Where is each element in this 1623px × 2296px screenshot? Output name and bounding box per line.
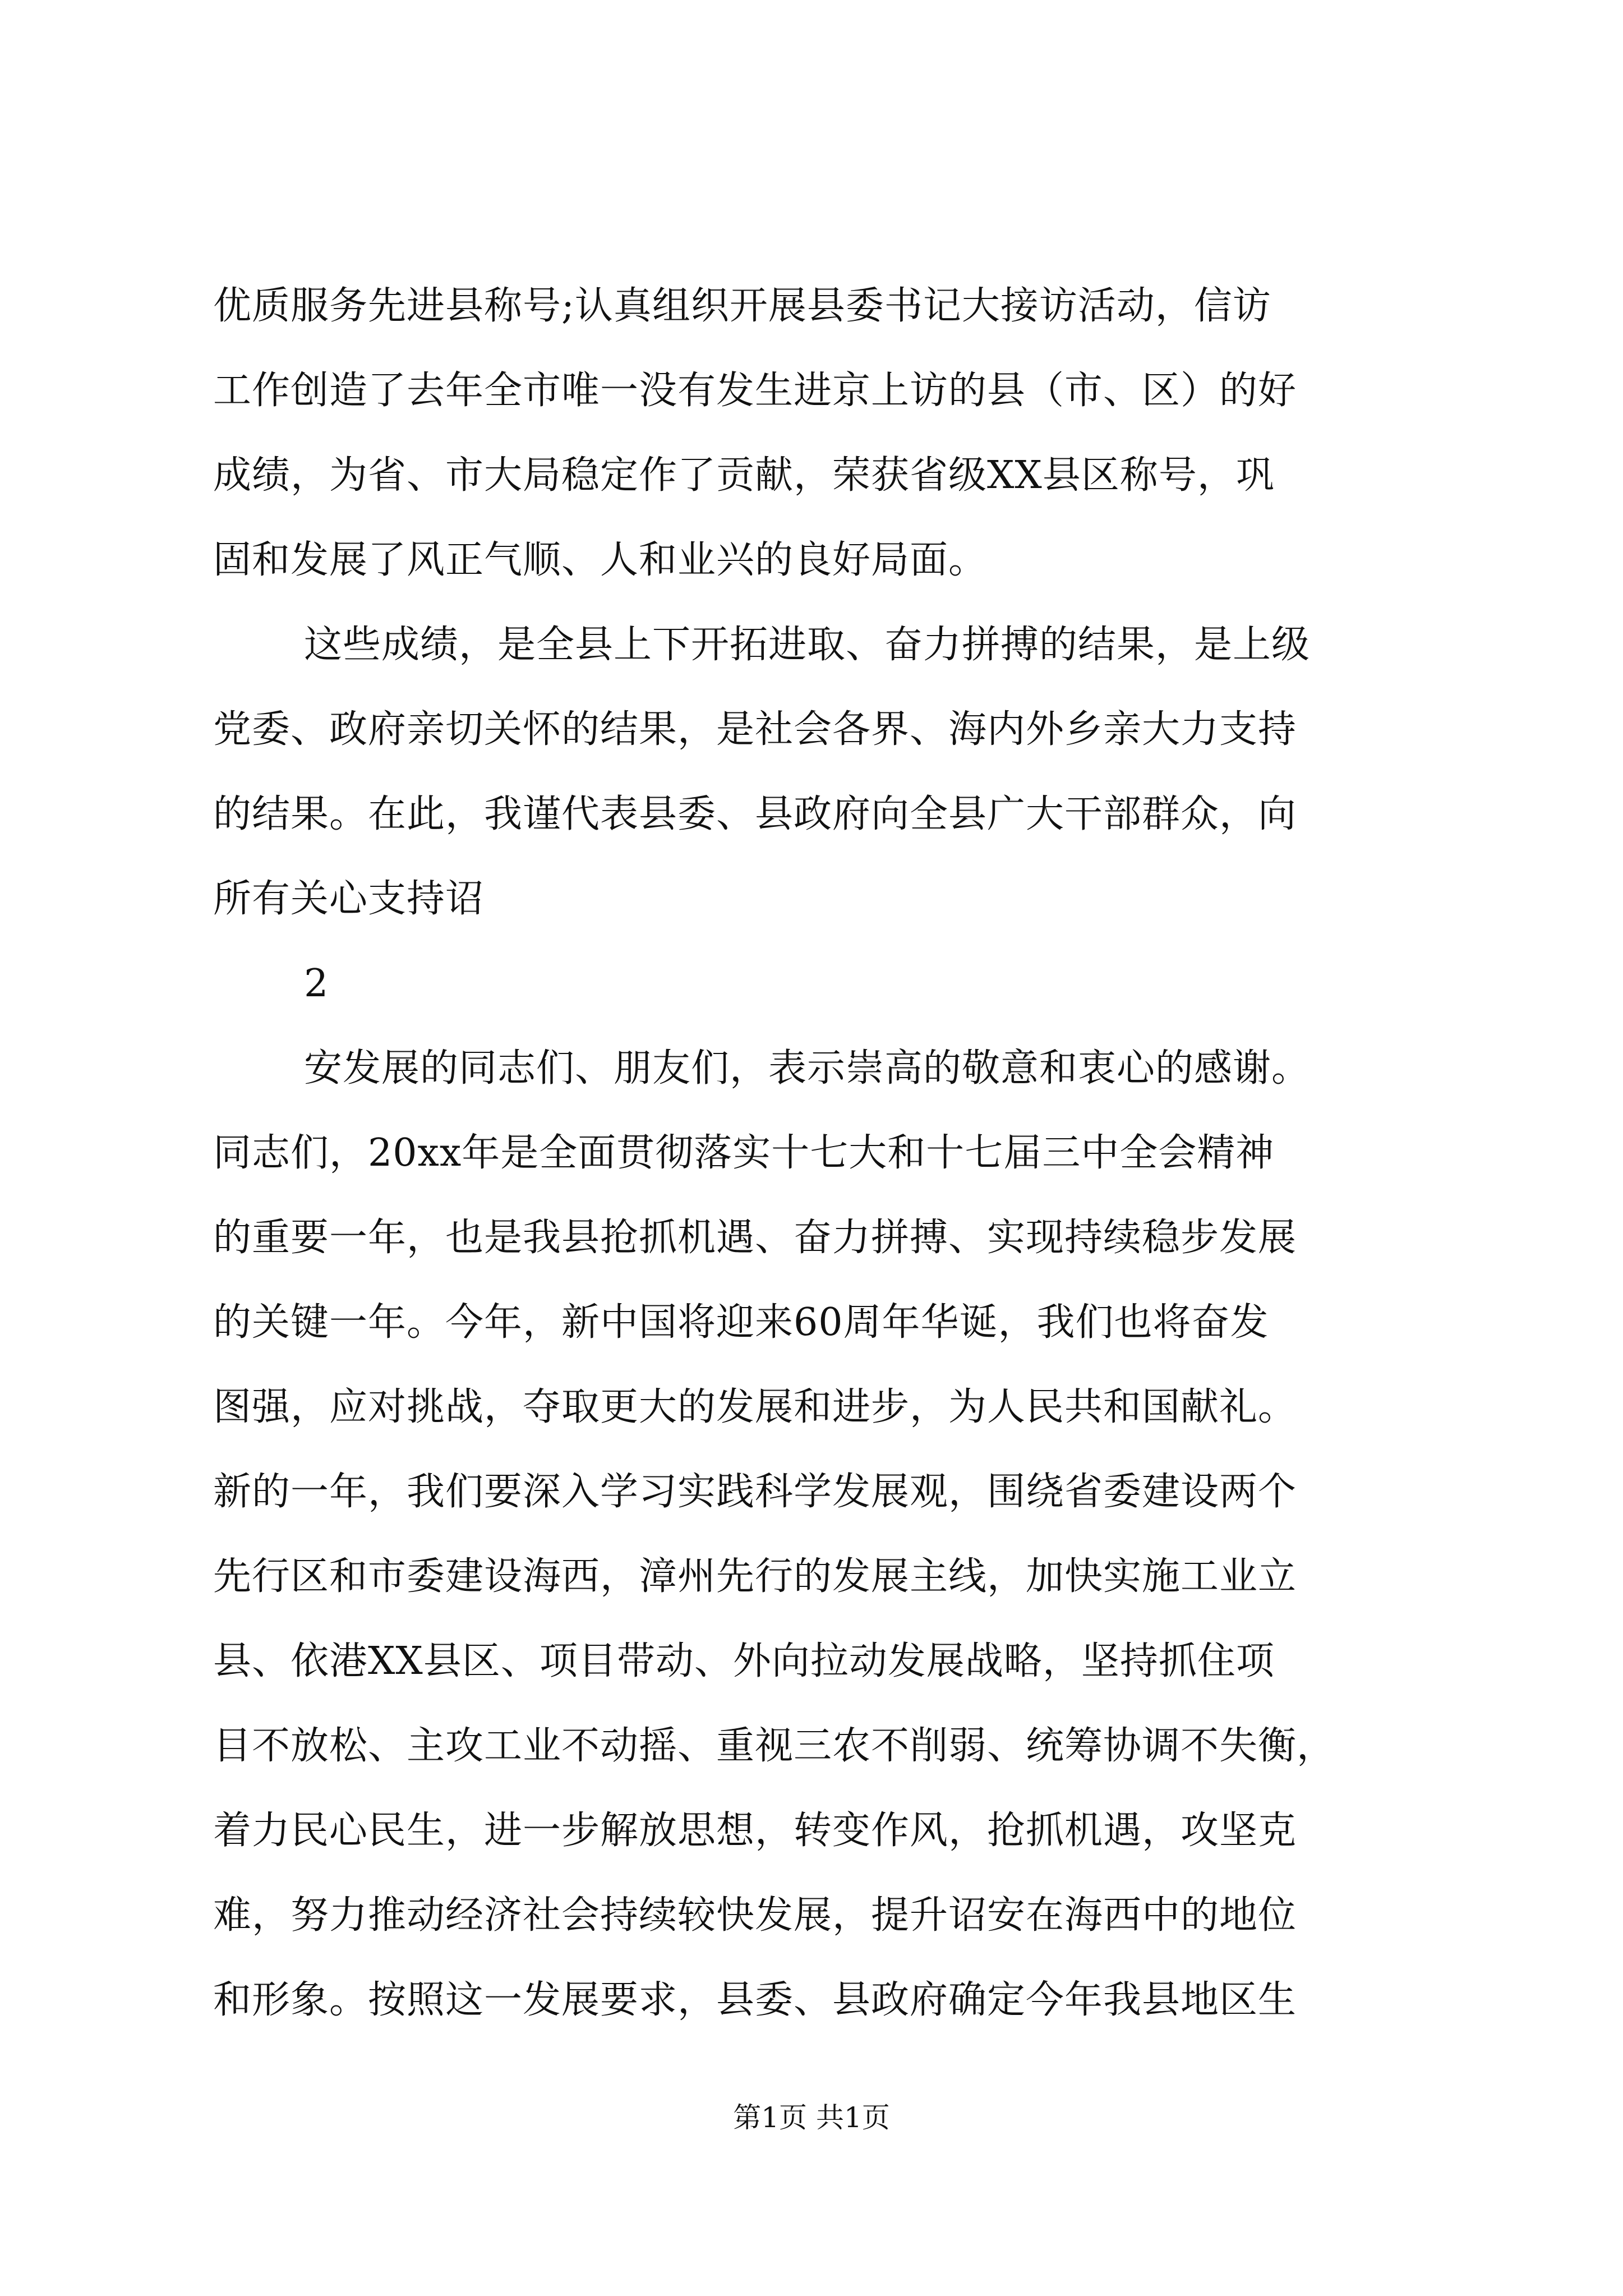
text-line: 所有关心支持诏 xyxy=(213,877,485,921)
text-line: 的结果。在此，我谨代表县委、县政府向全县广大干部群众，向 xyxy=(213,792,1297,836)
paragraph-first-line: 这些成绩，是全县上下开拓进取、奋力拼搏的结果，是上级 xyxy=(304,623,1311,667)
text-line: 成绩，为省、市大局稳定作了贡献，荣获省级XX县区称号，巩 xyxy=(213,453,1275,498)
text-line: 党委、政府亲切关怀的结果，是社会各界、海内外乡亲大力支持 xyxy=(213,707,1297,752)
text-line: 的关键一年。今年，新中国将迎来60周年华诞，我们也将奋发 xyxy=(213,1300,1269,1345)
text-line: 同志们，20xx年是全面贯彻落实十七大和十七届三中全会精神 xyxy=(213,1131,1275,1175)
text-line: 优质服务先进县称号;认真组织开展县委书记大接访活动，信访 xyxy=(213,284,1271,328)
page-footer-label: 第1页 共1页 xyxy=(733,2101,890,2134)
text-line: 工作创造了去年全市唯一没有发生进京上访的县（市、区）的好 xyxy=(213,369,1297,413)
text-line: 先行区和市委建设海西，漳州先行的发展主线，加快实施工业立 xyxy=(213,1554,1297,1599)
text-line: 着力民心民生，进一步解放思想，转变作风，抢抓机遇，攻坚克 xyxy=(213,1809,1297,1853)
text-line: 图强，应对挑战，夺取更大的发展和进步，为人民共和国献礼。 xyxy=(213,1385,1297,1429)
text-line: 难，努力推动经济社会持续较快发展，提升诏安在海西中的地位 xyxy=(213,1893,1297,1938)
paragraph-first-line: 安发展的同志们、朋友们，表示崇高的敬意和衷心的感谢。 xyxy=(304,1046,1311,1091)
inline-page-number: 2 xyxy=(304,961,329,1006)
text-line: 县、依港XX县区、项目带动、外向拉动发展战略，坚持抓住项 xyxy=(213,1639,1275,1683)
text-line: 和形象。按照这一发展要求，县委、县政府确定今年我县地区生 xyxy=(213,1978,1297,2022)
text-line: 固和发展了风正气顺、人和业兴的良好局面。 xyxy=(213,538,988,582)
text-line: 的重要一年，也是我县抢抓机遇、奋力拼搏、实现持续稳步发展 xyxy=(213,1216,1297,1260)
text-line: 目不放松、主攻工业不动摇、重视三农不削弱、统筹协调不失衡， xyxy=(213,1724,1336,1768)
text-line: 新的一年，我们要深入学习实践科学发展观，围绕省委建设两个 xyxy=(213,1470,1297,1514)
document-body xyxy=(213,264,1424,2042)
